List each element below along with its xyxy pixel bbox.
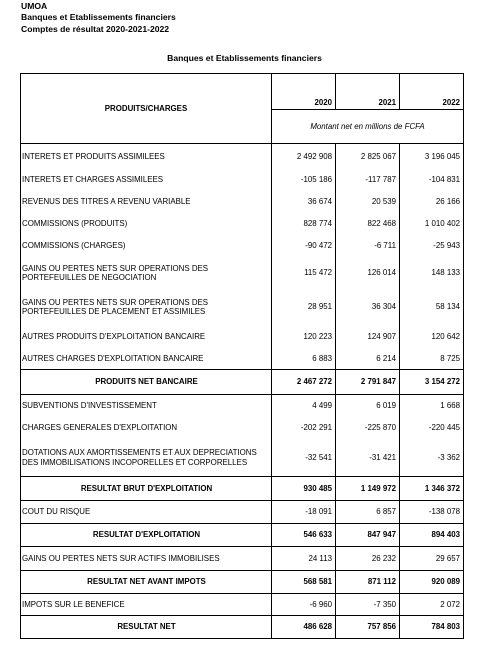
row-label: RESULTAT NET xyxy=(21,616,272,639)
value-2020: 120 223 xyxy=(272,326,336,348)
value-2021: 871 112 xyxy=(336,571,400,594)
value-2020: 6 883 xyxy=(272,348,336,370)
value-2020: 4 499 xyxy=(272,395,336,417)
value-2020: 486 628 xyxy=(272,616,336,639)
column-header-year: 2022 xyxy=(400,74,464,110)
table-row xyxy=(21,440,464,477)
value-2022: -104 831 xyxy=(400,169,464,191)
row-label: IMPOTS SUR LE BENEFICE xyxy=(21,594,272,616)
value-2020: -90 472 xyxy=(272,235,336,258)
value-2022: 1 346 372 xyxy=(400,477,464,501)
document-region-label: UMOA xyxy=(21,1,48,11)
value-2020: 568 581 xyxy=(272,571,336,594)
value-2021: 6 019 xyxy=(336,395,400,417)
table-row xyxy=(21,258,464,289)
row-label: AUTRES PRODUITS D'EXPLOITATION BANCAIRE xyxy=(21,326,272,348)
value-2022: 120 642 xyxy=(400,326,464,348)
value-2022: 148 133 xyxy=(400,258,464,289)
table-row xyxy=(21,326,464,348)
table-row xyxy=(21,213,464,235)
income-statement-table xyxy=(20,73,464,639)
value-2022: -138 078 xyxy=(400,501,464,524)
table-row xyxy=(21,616,464,639)
row-label: GAINS OU PERTES NETS SUR ACTIFS IMMOBILISES xyxy=(21,547,272,571)
value-2022: 894 403 xyxy=(400,524,464,547)
row-label: INTERETS ET CHARGES ASSIMILEES xyxy=(21,169,272,191)
value-2020: 546 633 xyxy=(272,524,336,547)
value-2020: 36 674 xyxy=(272,191,336,213)
row-label: GAINS OU PERTES NETS SUR OPERATIONS DES PORTEFEUILLES DE PLACEMENT ET ASSIMILES xyxy=(21,289,272,326)
value-2021: 126 014 xyxy=(336,258,400,289)
row-label: RESULTAT D'EXPLOITATION xyxy=(21,524,272,547)
column-header-year: 2020 xyxy=(272,74,336,110)
value-2021: -7 350 xyxy=(336,594,400,616)
value-2022: 3 196 045 xyxy=(400,144,464,169)
value-2022: 8 725 xyxy=(400,348,464,370)
table-body xyxy=(21,144,464,639)
table-row xyxy=(21,594,464,616)
value-2021: -31 421 xyxy=(336,440,400,477)
value-2021: 822 468 xyxy=(336,213,400,235)
unit-label: Montant net en millions de FCFA xyxy=(272,110,464,144)
table-row xyxy=(21,395,464,417)
value-2021: -6 711 xyxy=(336,235,400,258)
value-2021: 2 825 067 xyxy=(336,144,400,169)
table-row xyxy=(21,191,464,213)
value-2021: -117 787 xyxy=(336,169,400,191)
value-2020: 28 951 xyxy=(272,289,336,326)
table-row xyxy=(21,571,464,594)
value-2022: -220 445 xyxy=(400,417,464,440)
row-label: REVENUS DES TITRES A REVENU VARIABLE xyxy=(21,191,272,213)
table-row xyxy=(21,524,464,547)
value-2022: 920 089 xyxy=(400,571,464,594)
value-2020: -6 960 xyxy=(272,594,336,616)
row-label: PRODUITS NET BANCAIRE xyxy=(21,370,272,395)
table-row xyxy=(21,417,464,440)
value-2021: 1 149 972 xyxy=(336,477,400,501)
value-2021: 124 907 xyxy=(336,326,400,348)
value-2020: -18 091 xyxy=(272,501,336,524)
row-label: COMMISSIONS (PRODUITS) xyxy=(21,213,272,235)
value-2022: 26 166 xyxy=(400,191,464,213)
table-title: Banques et Etablissements financiers xyxy=(167,53,322,63)
table-row xyxy=(21,348,464,370)
row-label: COMMISSIONS (CHARGES) xyxy=(21,235,272,258)
row-label: DOTATIONS AUX AMORTISSEMENTS ET AUX DEPRECIATIONS DES IMMOBILISATIONS INCOPORELLES ET CORPORELLES xyxy=(21,440,272,477)
value-2022: 1 668 xyxy=(400,395,464,417)
table-row xyxy=(21,289,464,326)
row-label: CHARGES GENERALES D'EXPLOITATION xyxy=(21,417,272,440)
value-2021: 36 304 xyxy=(336,289,400,326)
row-label: SUBVENTIONS D'INVESTISSEMENT xyxy=(21,395,272,417)
document-category-label: Banques et Etablissements financiers xyxy=(21,12,176,22)
value-2021: 6 857 xyxy=(336,501,400,524)
value-2021: -225 870 xyxy=(336,417,400,440)
table-row xyxy=(21,501,464,524)
table-row xyxy=(21,235,464,258)
value-2022: -3 362 xyxy=(400,440,464,477)
table-row xyxy=(21,144,464,169)
table-row xyxy=(21,370,464,395)
row-label: INTERETS ET PRODUITS ASSIMILEES xyxy=(21,144,272,169)
year-header-row xyxy=(21,74,464,110)
value-2022: -25 943 xyxy=(400,235,464,258)
row-label: RESULTAT BRUT D'EXPLOITATION xyxy=(21,477,272,501)
table-row xyxy=(21,169,464,191)
row-label: GAINS OU PERTES NETS SUR OPERATIONS DES PORTEFEUILLES DE NEGOCIATION xyxy=(21,258,272,289)
value-2022: 3 154 272 xyxy=(400,370,464,395)
value-2022: 1 010 402 xyxy=(400,213,464,235)
value-2020: -202 291 xyxy=(272,417,336,440)
column-header-year: 2021 xyxy=(336,74,400,110)
value-2020: -32 541 xyxy=(272,440,336,477)
value-2021: 6 214 xyxy=(336,348,400,370)
value-2020: 2 492 908 xyxy=(272,144,336,169)
table-row xyxy=(21,477,464,501)
value-2021: 757 856 xyxy=(336,616,400,639)
value-2020: 24 113 xyxy=(272,547,336,571)
value-2020: 115 472 xyxy=(272,258,336,289)
table-row xyxy=(21,547,464,571)
value-2021: 2 791 847 xyxy=(336,370,400,395)
value-2021: 847 947 xyxy=(336,524,400,547)
value-2022: 784 803 xyxy=(400,616,464,639)
row-label: AUTRES CHARGES D'EXPLOITATION BANCAIRE xyxy=(21,348,272,370)
value-2020: 930 485 xyxy=(272,477,336,501)
row-label: COUT DU RISQUE xyxy=(21,501,272,524)
value-2020: 828 774 xyxy=(272,213,336,235)
row-label: RESULTAT NET AVANT IMPOTS xyxy=(21,571,272,594)
value-2022: 29 657 xyxy=(400,547,464,571)
value-2020: 2 467 272 xyxy=(272,370,336,395)
value-2021: 20 539 xyxy=(336,191,400,213)
value-2022: 2 072 xyxy=(400,594,464,616)
column-header-products-charges: PRODUITS/CHARGES xyxy=(21,74,272,144)
value-2022: 58 134 xyxy=(400,289,464,326)
document-title: Comptes de résultat 2020-2021-2022 xyxy=(21,24,170,34)
value-2020: -105 186 xyxy=(272,169,336,191)
value-2021: 26 232 xyxy=(336,547,400,571)
